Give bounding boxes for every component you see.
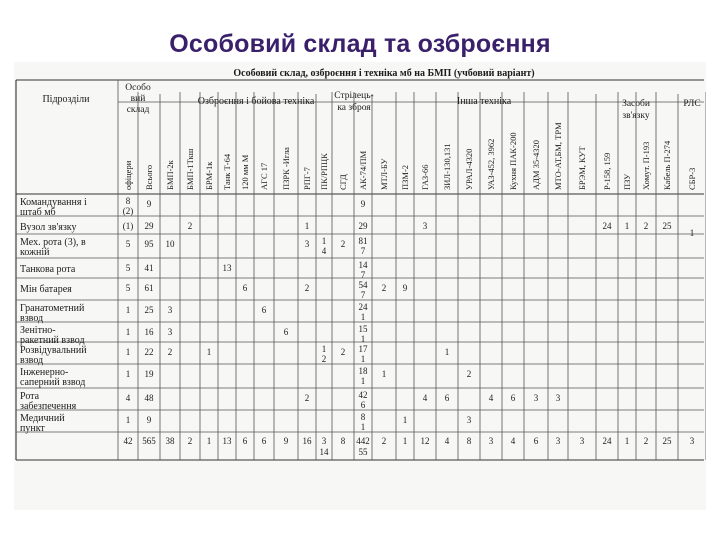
header-comms: зв'язку	[622, 111, 650, 121]
total-cell-sub: 55	[358, 447, 368, 457]
table-cell: 1	[402, 415, 408, 425]
table-cell: 24	[358, 302, 368, 312]
table-cell: 1	[125, 305, 131, 315]
table-cell: 18	[358, 366, 368, 376]
column-header: ПЗМ-2	[400, 164, 410, 190]
table-cell: 9	[146, 199, 152, 209]
column-header: ЗИЛ-130,131	[442, 143, 452, 190]
table-cell: 3	[533, 393, 539, 403]
table-cell-sub: 1	[360, 422, 366, 432]
slide-title: Особовий склад та озброєння	[169, 30, 551, 58]
table-cell: 61	[144, 283, 154, 293]
total-cell: 25	[662, 436, 672, 446]
table-cell: 5	[125, 283, 131, 293]
header-small-arms: Стрілець-	[334, 91, 374, 101]
total-cell: 9	[283, 436, 289, 446]
total-cell: 6	[261, 436, 267, 446]
header-rls: РЛС	[683, 99, 701, 109]
table-cell: 1	[125, 415, 131, 425]
column-header: БМП-2к	[165, 160, 175, 190]
header-other-equipment: Інша техніка	[456, 96, 512, 107]
table-cell: 2	[340, 239, 346, 249]
table-cell-sub: 7	[360, 246, 366, 256]
table-cell: (1)	[122, 221, 134, 231]
total-cell: 6	[242, 436, 248, 446]
total-cell: 442	[356, 436, 370, 446]
total-cell: 24	[602, 436, 612, 446]
table-cell: 6	[444, 393, 450, 403]
row-label: ракетний взвод	[20, 335, 85, 346]
total-cell: 13	[222, 436, 232, 446]
table-cell: 24	[602, 221, 612, 231]
table-cell: 19	[144, 369, 154, 379]
table-cell: 6	[283, 327, 289, 337]
total-cell: 12	[420, 436, 430, 446]
table-caption: Особовий склад, озброєння і техніка мб на БМП (учбовий варіант)	[233, 68, 535, 79]
table-cell: 3	[422, 221, 428, 231]
table-cell: 3	[555, 393, 561, 403]
table-cell: 95	[144, 239, 154, 249]
table-cell-sub: 4	[321, 246, 327, 256]
header-subdivisions: Підрозділи	[42, 94, 90, 105]
table-cell: 9	[402, 283, 408, 293]
row-label: Мех. рота (3), в	[20, 237, 86, 248]
total-cell-sub: 14	[319, 447, 329, 457]
row-label: Гранатометний	[20, 303, 85, 314]
column-header: БМП-1Ткш	[185, 148, 195, 190]
table-cell: 3	[167, 305, 173, 315]
table-cell: 25	[662, 221, 672, 231]
table-cell: 2	[187, 221, 193, 231]
row-label: штаб мб	[20, 207, 56, 218]
column-header: БРМ-1к	[204, 161, 214, 190]
table-cell: 2	[304, 283, 310, 293]
table-cell: 2	[466, 369, 472, 379]
total-cell: 1	[206, 436, 212, 446]
table-cell: 15	[358, 324, 368, 334]
table-cell: 4	[422, 393, 428, 403]
row-label: пункт	[20, 423, 45, 434]
total-cell: 16	[302, 436, 312, 446]
table-cell: 2	[381, 283, 387, 293]
table-cell: 1	[381, 369, 387, 379]
table-cell: 1	[304, 221, 310, 231]
scanned-table	[14, 62, 706, 510]
total-cell: 3	[321, 436, 327, 446]
table-cell: 9	[360, 199, 366, 209]
table-cell-sub: 7	[360, 290, 366, 300]
table-cell: 14	[358, 260, 368, 270]
table-cell-sub: 2	[321, 354, 327, 364]
table-cell: 41	[144, 263, 154, 273]
total-cell: 38	[165, 436, 175, 446]
row-label: Командування і	[20, 197, 87, 208]
column-header: МТО-АТ,БМ, ТРМ	[553, 122, 563, 190]
table-cell: 3	[304, 239, 310, 249]
table-cell: 5	[125, 263, 131, 273]
table-cell: 10	[165, 239, 175, 249]
table-cell: 42	[358, 390, 368, 400]
table-cell: 29	[144, 221, 154, 231]
column-header: Всього	[144, 164, 154, 190]
header-armament: Озброєння і бойова техніка	[197, 96, 315, 107]
row-label: Мін батарея	[20, 284, 72, 295]
table-cell: 22	[144, 347, 154, 357]
row-label: Інженерно-	[20, 367, 69, 378]
column-header: 120 мм М	[240, 154, 250, 190]
column-header: СГД	[338, 174, 348, 190]
table-cell: 29	[358, 221, 368, 231]
row-label: кожній	[20, 247, 50, 258]
table-cell: 48	[144, 393, 154, 403]
column-header: ГАЗ-66	[420, 164, 430, 190]
column-header: АК-74/ПМ	[358, 150, 368, 190]
column-header: Хомут. П-193	[641, 141, 651, 190]
table-cell: 2	[643, 221, 649, 231]
column-header: УАЗ-452, 3962	[486, 138, 496, 190]
table-cell: 13	[222, 263, 232, 273]
table-cell-sub: 1	[689, 228, 695, 238]
total-cell: 4	[444, 436, 450, 446]
row-label: Танкова рота	[20, 264, 76, 275]
table-cell: 1	[125, 327, 131, 337]
table-cell: 4	[125, 393, 131, 403]
table-cell: 9	[146, 415, 152, 425]
column-header: ПЗУ	[622, 173, 632, 190]
table-cell-sub: 6	[360, 400, 366, 410]
total-cell: 2	[381, 436, 387, 446]
total-cell: 3	[689, 436, 695, 446]
table-cell: 17	[358, 344, 368, 354]
total-cell: 3	[579, 436, 585, 446]
table-cell: 1	[125, 347, 131, 357]
table-cell: 4	[488, 393, 494, 403]
table-cell: 1	[206, 347, 212, 357]
table-cell: 6	[242, 283, 248, 293]
header-comms: Засоби	[622, 99, 650, 109]
header-small-arms: ка зброя	[337, 103, 371, 113]
column-header: СБР-3	[687, 167, 697, 190]
row-label: забезпечення	[20, 401, 77, 412]
table-cell: 8	[360, 412, 366, 422]
row-label: взвод	[20, 313, 44, 324]
total-cell: 2	[643, 436, 649, 446]
table-cell: 8	[125, 196, 131, 206]
column-header: офіцери	[123, 160, 133, 190]
table-cell: 1	[624, 221, 630, 231]
column-header: ПЗРК -Игла	[281, 147, 291, 190]
total-cell: 6	[533, 436, 539, 446]
table-cell: 2	[340, 347, 346, 357]
column-header: Танк Т-64	[222, 153, 232, 190]
table-cell-sub: 1	[360, 312, 366, 322]
column-header: ПК/РПЦК	[319, 153, 329, 190]
row-label: Розвідувальний	[20, 345, 87, 356]
table-cell: 1	[125, 369, 131, 379]
header-personnel: Особо	[125, 83, 151, 93]
total-cell: 3	[555, 436, 561, 446]
column-header: РПГ-7	[302, 167, 312, 190]
total-cell: 1	[624, 436, 630, 446]
header-personnel: вий	[130, 94, 146, 104]
table-cell: 6	[261, 305, 267, 315]
table-cell: 16	[144, 327, 154, 337]
row-label: Зенітно-	[20, 325, 56, 336]
table-cell-sub: 1	[360, 334, 366, 344]
row-label: Вузол зв'язку	[20, 222, 77, 233]
column-header: БРЭМ, КУТ	[577, 146, 587, 190]
table-cell-sub: 7	[360, 270, 366, 280]
row-label: взвод	[20, 355, 44, 366]
column-header: АДМ 35-4320	[531, 140, 541, 190]
table-cell: 25	[144, 305, 154, 315]
column-header: АГС 17	[259, 162, 269, 190]
table-cell: 6	[510, 393, 516, 403]
total-cell: 4	[510, 436, 516, 446]
table-cell: 2	[167, 347, 173, 357]
table-cell: 3	[466, 415, 472, 425]
total-cell: 8	[466, 436, 472, 446]
table-cell-sub: 1	[360, 354, 366, 364]
row-label: Рота	[20, 391, 40, 402]
row-label: Медичний	[20, 413, 65, 424]
column-header: МТЛ-БУ	[379, 158, 389, 190]
table-cell-sub: (2)	[122, 206, 134, 216]
total-cell: 1	[402, 436, 408, 446]
header-personnel: склад	[126, 105, 150, 115]
total-cell: 2	[187, 436, 193, 446]
total-cell: 42	[123, 436, 133, 446]
column-header: Р-158, 159	[602, 152, 612, 190]
table-cell: 1	[321, 344, 327, 354]
total-cell: 565	[142, 436, 156, 446]
table-cell: 2	[304, 393, 310, 403]
table-cell: 1	[321, 236, 327, 246]
column-header: Кабель П-274	[662, 140, 672, 190]
column-header: Кухня ПАК-200	[508, 132, 518, 190]
table-cell-sub: 1	[360, 376, 366, 386]
total-cell: 8	[340, 436, 346, 446]
total-cell: 3	[488, 436, 494, 446]
table-cell: 81	[358, 236, 368, 246]
table-cell: 1	[444, 347, 450, 357]
table-cell: 5	[125, 239, 131, 249]
table-cell: 54	[358, 280, 368, 290]
personnel-table	[14, 62, 706, 510]
column-header: УРАЛ-4320	[464, 148, 474, 190]
table-cell: 3	[167, 327, 173, 337]
row-label: саперний взвод	[20, 377, 86, 388]
